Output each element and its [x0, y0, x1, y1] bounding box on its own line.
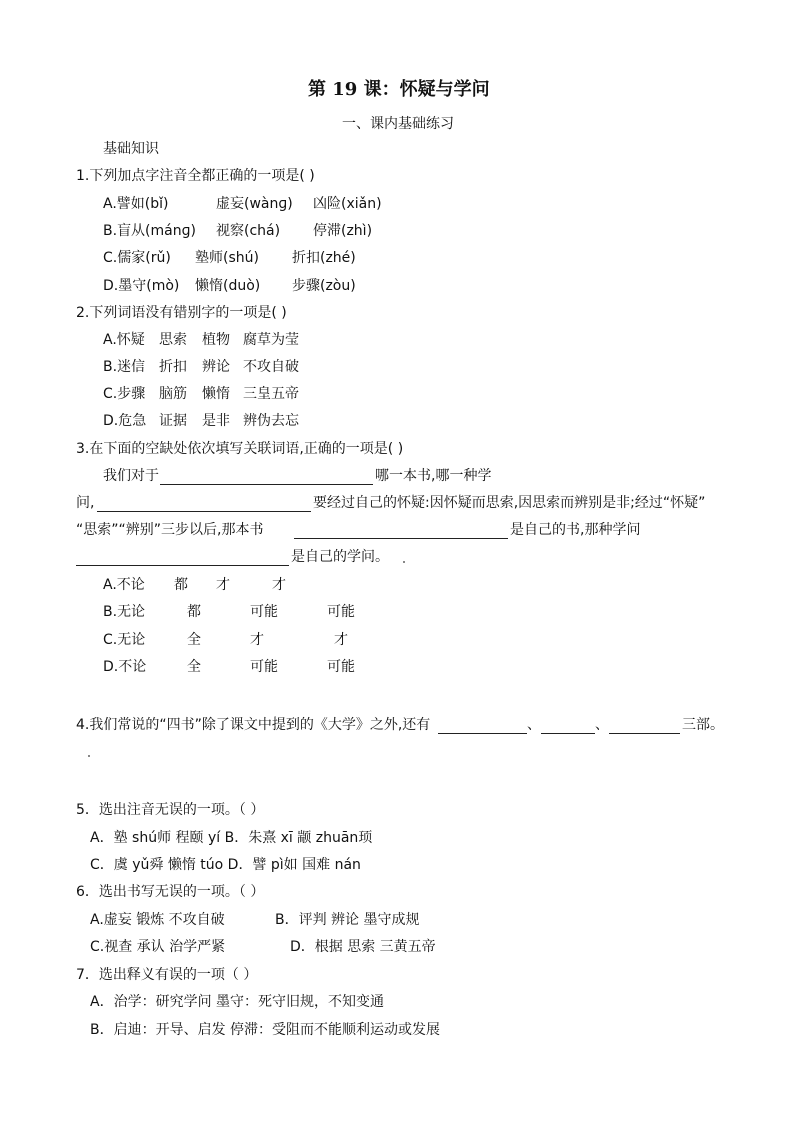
- option-label: C.: [103, 386, 118, 402]
- option-b: [103, 358, 145, 376]
- option-c: C.视查 承认 治学严紧: [90, 939, 226, 955]
- stray-mark: [403, 561, 405, 563]
- option-item: 辨伪去忘: [243, 413, 299, 429]
- option-item: 譬如(bǐ): [116, 196, 169, 212]
- passage-text: 是自己的书,那种学问: [510, 522, 641, 538]
- option-a: [103, 331, 145, 349]
- option-item: 盲从(mánɡ): [117, 223, 196, 239]
- option-label: B.: [103, 223, 118, 239]
- option-c: [103, 631, 145, 649]
- option-item: 可能: [250, 604, 278, 620]
- option-item: 辨论: [202, 359, 230, 375]
- passage-text: 问,: [76, 495, 95, 511]
- option-item: 折扣(zhé): [292, 250, 356, 266]
- option-a: [103, 195, 168, 213]
- option-item: 植物: [202, 332, 230, 348]
- option-item: 脑筋: [159, 386, 187, 402]
- option-item: 步骤: [117, 386, 146, 402]
- option-item: 才: [334, 632, 348, 648]
- option-label: D.: [103, 413, 119, 429]
- option-item: 不论: [118, 659, 147, 675]
- option-b: B．启迪：开导、启发 停滞：受阻而不能顺利运动或发展: [90, 1022, 441, 1038]
- option-item: 迷信: [117, 359, 146, 375]
- option-item: 墨守(mò): [118, 278, 180, 294]
- option-a: A．治学：研究学问 墨守：死守旧规，不知变通: [90, 994, 385, 1010]
- stray-mark: [88, 755, 90, 757]
- option-item: 全: [187, 659, 201, 675]
- fill-blank[interactable]: [294, 538, 508, 539]
- option-item: 无论: [117, 604, 146, 620]
- option-c: [103, 385, 145, 403]
- option-a: [103, 576, 145, 594]
- question-stem: 1.下列加点字注音全都正确的一项是( ): [76, 168, 315, 184]
- option-item: 无论: [117, 632, 146, 648]
- fill-blank[interactable]: [160, 484, 373, 485]
- option-item: 都: [187, 604, 201, 620]
- option-label: A.: [103, 196, 117, 212]
- separator: 、: [595, 717, 609, 733]
- passage-text: 哪一本书,哪一种学: [375, 468, 492, 484]
- fill-blank[interactable]: [609, 733, 680, 734]
- option-item: 才: [216, 577, 230, 593]
- option-label: B.: [103, 604, 118, 620]
- option-item: 危急: [118, 413, 147, 429]
- question-stem: 2.下列词语没有错别字的一项是( ): [76, 305, 287, 321]
- section-heading: 一、课内基础练习: [342, 116, 454, 132]
- option-item: 视察(chá): [216, 223, 281, 239]
- option-label: C.: [103, 632, 118, 648]
- option-item: 才: [250, 632, 264, 648]
- option-item: 可能: [327, 659, 355, 675]
- option-item: 都: [174, 577, 188, 593]
- question-stem: 4.我们常说的“四书”除了课文中提到的《大学》之外,还有: [76, 717, 431, 733]
- fill-blank[interactable]: [541, 733, 595, 734]
- question-stem: 7．选出释义有误的一项（ ）: [76, 967, 258, 983]
- option-label: B.: [103, 359, 118, 375]
- option-line: A．塾 shú师 程颐 yí B．朱熹 xī 颛 zhuān顼: [90, 830, 373, 846]
- option-item: 可能: [327, 604, 355, 620]
- option-item: 证据: [159, 413, 187, 429]
- option-item: 不论: [116, 577, 145, 593]
- option-item: 塾师(shú): [195, 250, 259, 266]
- fill-blank[interactable]: [438, 733, 527, 734]
- option-d: [103, 658, 146, 676]
- fill-blank[interactable]: [76, 565, 289, 566]
- option-label: D.: [103, 659, 119, 675]
- question-stem: 6．选出书写无误的一项。（ ）: [76, 884, 265, 900]
- question-stem: 3.在下面的空缺处依次填写关联词语,正确的一项是( ): [76, 441, 404, 457]
- option-b: [103, 222, 196, 240]
- option-label: A.: [103, 577, 117, 593]
- option-item: 才: [272, 577, 286, 593]
- separator: 、: [527, 717, 541, 733]
- page-title: 第 19 课：怀疑与学问: [308, 79, 490, 100]
- option-item: 是非: [202, 413, 230, 429]
- option-item: 停滞(zhì): [313, 223, 373, 239]
- option-item: 懒惰(duò): [195, 278, 261, 294]
- option-c: [103, 249, 171, 267]
- option-item: 儒家(rǔ): [117, 250, 171, 266]
- fill-blank[interactable]: [97, 511, 311, 512]
- option-d: D．根据 思索 三黄五帝: [290, 939, 436, 955]
- option-item: 全: [187, 632, 201, 648]
- option-label: C.: [103, 250, 118, 266]
- passage-text: 是自己的学问。: [291, 549, 389, 565]
- option-label: A.: [103, 332, 117, 348]
- option-item: 思索: [159, 332, 187, 348]
- passage-text: 我们对于: [103, 468, 159, 484]
- option-b: B．评判 辨论 墨守成规: [275, 912, 420, 928]
- option-a: A.虚妄 锻炼 不攻自破: [90, 912, 225, 928]
- option-item: 不攻自破: [243, 359, 299, 375]
- option-d: [103, 412, 146, 430]
- option-item: 折扣: [159, 359, 187, 375]
- option-item: 懒惰: [202, 386, 230, 402]
- option-line: C．虞 yǔ舜 懒惰 túo D．譬 pì如 国难 nán: [90, 857, 361, 873]
- option-item: 可能: [250, 659, 278, 675]
- option-item: 怀疑: [116, 332, 145, 348]
- question-stem: 5．选出注音无误的一项。（ ）: [76, 802, 265, 818]
- question-tail: 三部。: [682, 717, 724, 733]
- option-label: D.: [103, 278, 119, 294]
- passage-text: 要经过自己的怀疑:因怀疑而思索,因思索而辨别是非;经过“怀疑”: [313, 495, 706, 511]
- option-item: 凶险(xiǎn): [313, 196, 382, 212]
- option-item: 虚妄(wànɡ): [216, 196, 293, 212]
- option-b: [103, 603, 145, 621]
- option-item: 三皇五帝: [243, 386, 299, 402]
- passage-text: “思索”“辨别”三步以后,那本书: [76, 522, 264, 538]
- option-item: 步骤(zòu): [292, 278, 356, 294]
- subsection-heading: 基础知识: [103, 141, 159, 157]
- option-d: [103, 277, 179, 295]
- option-item: 腐草为莹: [243, 332, 299, 348]
